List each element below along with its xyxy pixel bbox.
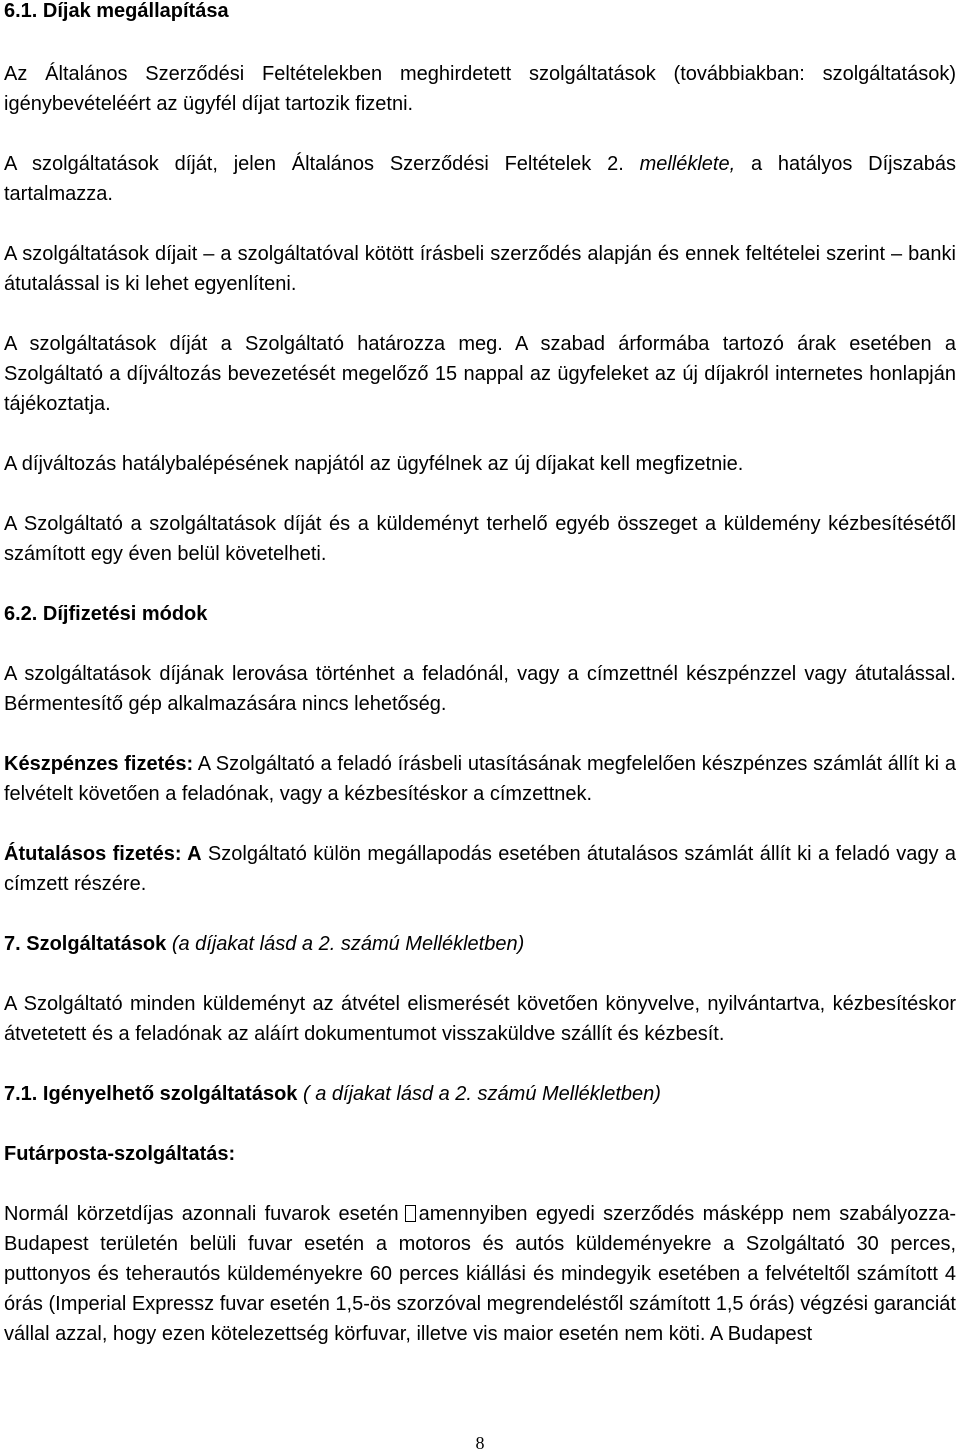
page-number: 8 (475, 1433, 485, 1453)
heading-6-1: 6.1. Díjak megállapítása (4, 0, 229, 22)
paragraph: Normál körzetdíjas azonnali fuvarok esetén amennyiben egyedi szerződés másképp nem szabályozza- Budapest területén belüli fuvar esetén a motoros és autós küldeményekre a Szolgáltató 30 perces, puttonyos és teherautós küldeményekre 60 perces kiállási és mindegyik esetében a felvételtől számított 4 órás (Imperial Expressz fuvar esetén 1,5-ös szorzóval megrendeléstől számított 1,5 órás) végzési garanciát vállal azzal, hogy ezen kötelezettség körfuvar, illetve vis maior esetén nem köti. A Budapest (4, 1203, 956, 1345)
paragraph: Az Általános Szerződési Feltételekben meghirdetett szolgáltatások (továbbiakban: szolgáltatások) igénybevételéért az ügyfél díjat tartozik fizetni. (4, 63, 956, 115)
paragraph: A Szolgáltató minden küldeményt az átvétel elismerését követően könyvelve, nyilvántartva, kézbesítéskor átvetetett és a feladónak az aláírt dokumentumot visszaküldve szállít és kézbesít. (4, 993, 956, 1045)
document-page (4, 0, 956, 1349)
paragraph: A díjváltozás hatálybalépésének napjától az ügyfélnek az új díjakat kell megfizetnie. (4, 453, 744, 475)
missing-glyph-icon (405, 1205, 416, 1222)
cash-payment-label: Készpénzes fizetés: (4, 753, 194, 775)
paragraph: Átutalásos fizetés: A Szolgáltató külön megállapodás esetében átutalásos számlát állít ki a feladó vagy a címzett részére. (4, 843, 957, 895)
paragraph: Készpénzes fizetés: A Szolgáltató a feladó írásbeli utasításának megfelelően készpénzes számlát állít ki a felvételt követően a feladónak, vagy a kézbesítéskor a címzettnek. (4, 753, 956, 805)
paragraph: A szolgáltatások díjait – a szolgáltatóval kötött írásbeli szerződés alapján és ennek feltételei szerint – banki átutalással is ki lehet egyenlíteni. (4, 243, 956, 295)
paragraph: A szolgáltatások díjának lerovása történhet a feladónál, vagy a címzettnél készpénzzel vagy átutalással. Bérmentesítő gép alkalmazására nincs lehetőség. (4, 663, 956, 715)
paragraph: A Szolgáltató a szolgáltatások díját és a küldeményt terhelő egyéb összeget a küldemény kézbesítésétől számított egy éven belül követelheti. (4, 513, 956, 565)
heading-7-1: 7.1. Igényelhető szolgáltatások ( a díjakat lásd a 2. számú Mellékletben) (4, 1083, 661, 1105)
paragraph: A szolgáltatások díját a Szolgáltató határozza meg. A szabad árformába tartozó árak esetében a Szolgáltató a díjváltozás bevezetését megelőző 15 nappal az ügyfeleket az új díjakról internetes honlapján tájékoztatja. (4, 333, 956, 415)
paragraph: A szolgáltatások díját, jelen Általános Szerződési Feltételek 2. melléklete, a hatályos Díjszabás tartalmazza. (4, 153, 956, 205)
subheading-courier: Futárposta-szolgáltatás: (4, 1143, 236, 1165)
transfer-payment-label: Átutalásos fizetés: A (4, 843, 202, 865)
heading-6-2: 6.2. Díjfizetési módok (4, 603, 208, 625)
heading-7: 7. Szolgáltatások (a díjakat lásd a 2. számú Mellékletben) (4, 933, 525, 955)
annex-reference: melléklete, (639, 153, 736, 175)
